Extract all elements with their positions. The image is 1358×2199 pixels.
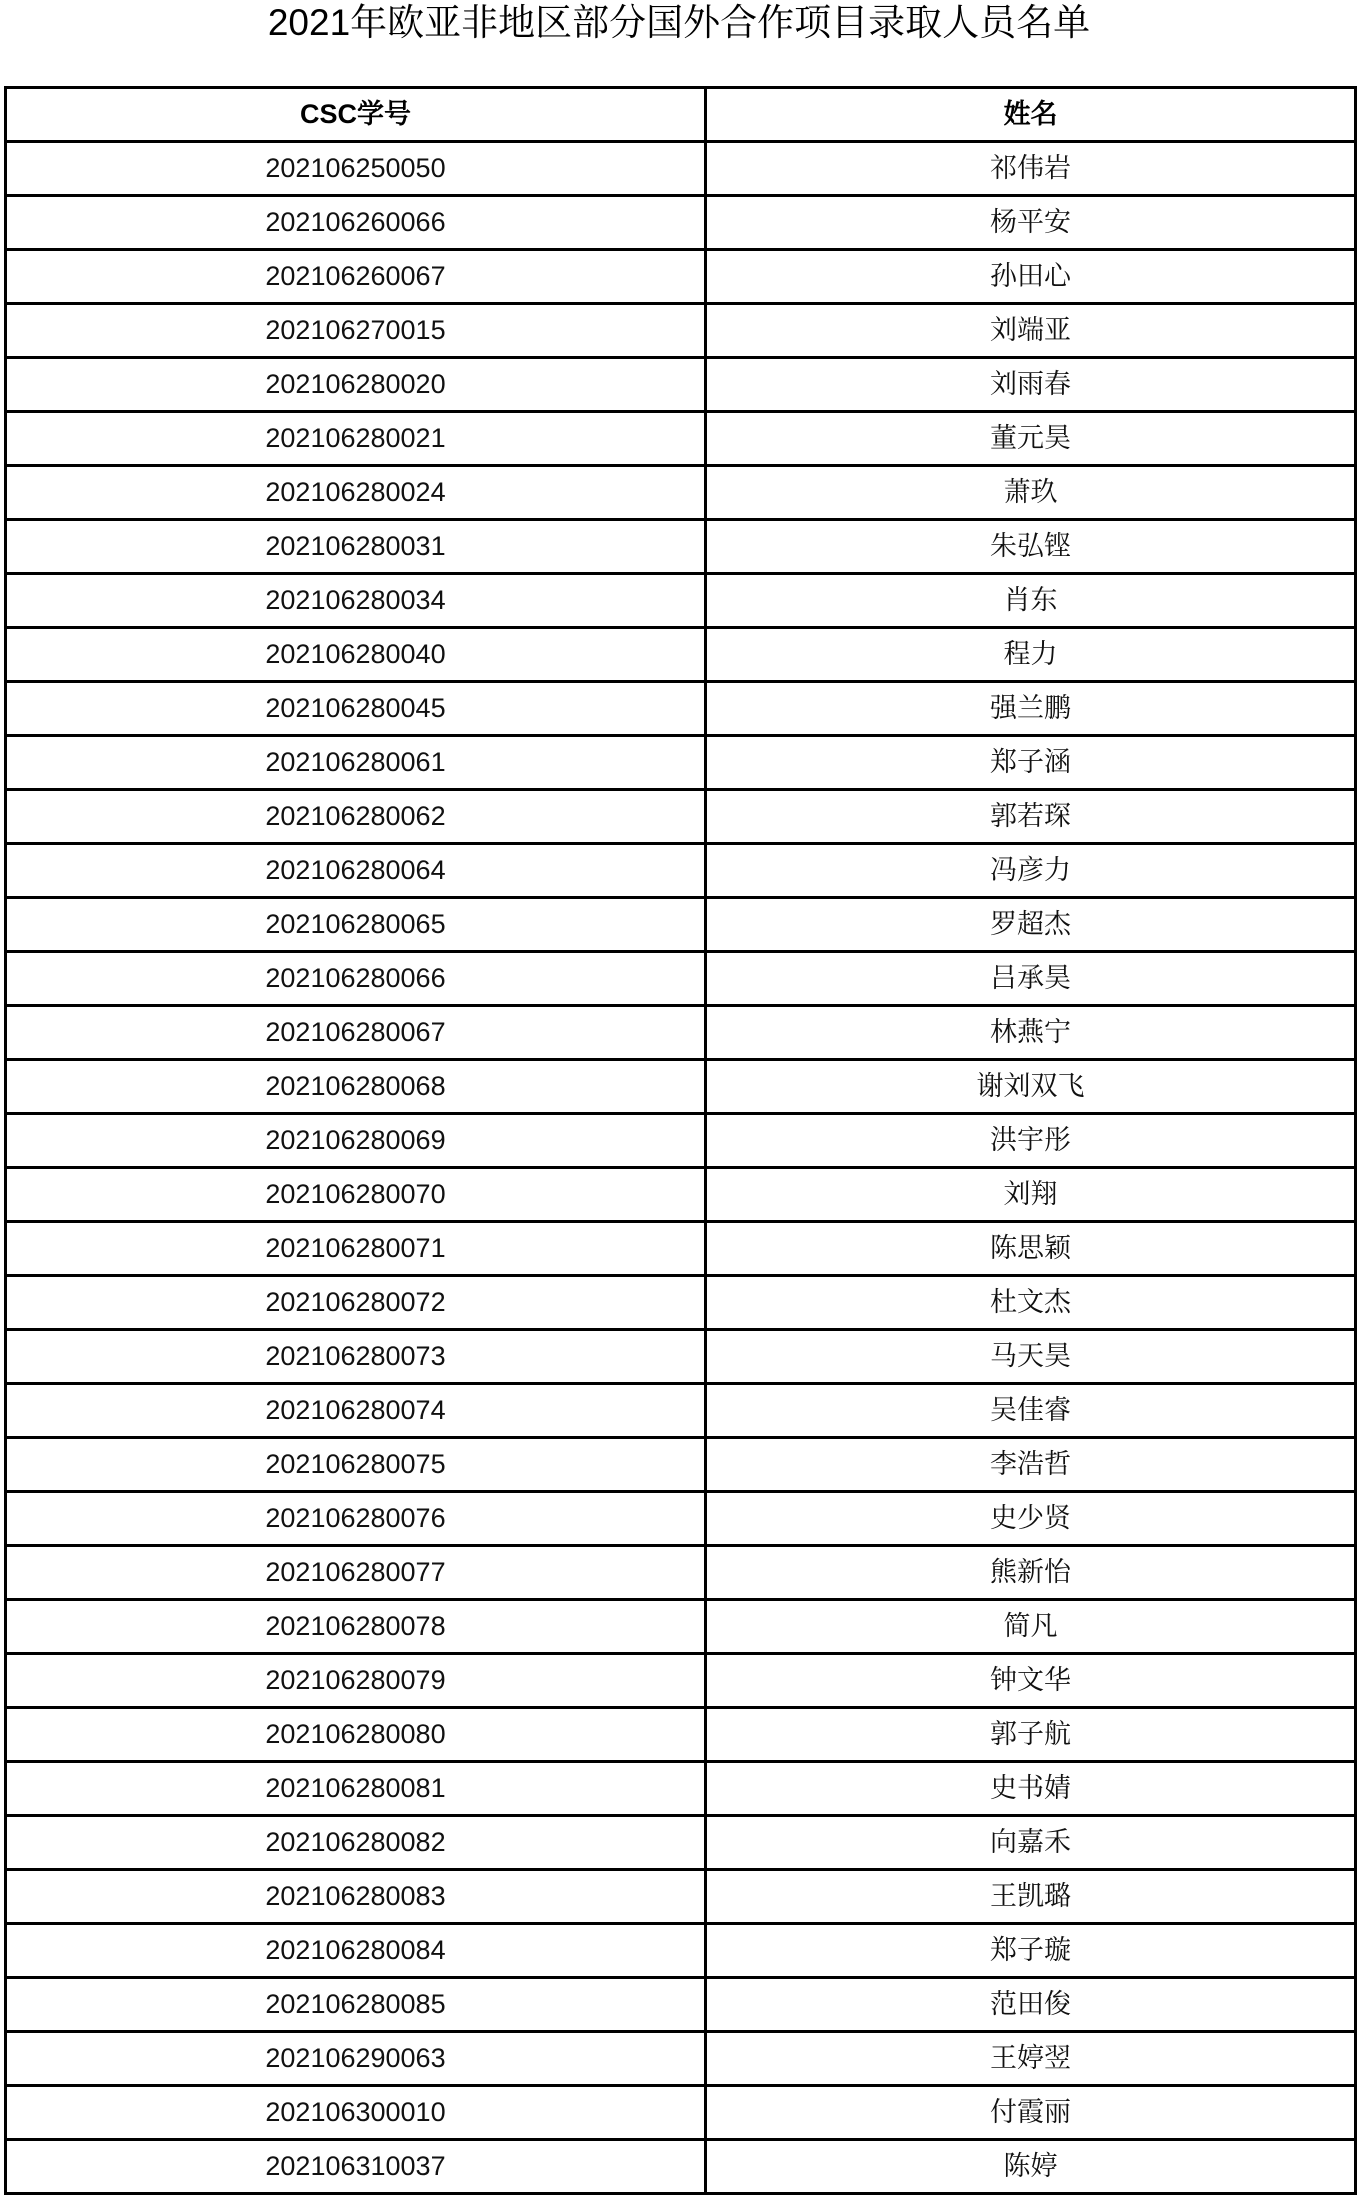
table-row bbox=[6, 520, 1356, 574]
csc-id-cell: 202106280071 bbox=[6, 1222, 706, 1276]
name-cell: 郑子涵 bbox=[706, 736, 1356, 790]
table-row bbox=[6, 1762, 1356, 1816]
table-row bbox=[6, 2086, 1356, 2140]
table-row bbox=[6, 682, 1356, 736]
column-header-name: 姓名 bbox=[706, 88, 1356, 142]
name-cell: 范田俊 bbox=[706, 1978, 1356, 2032]
table-row bbox=[6, 1870, 1356, 1924]
table-row bbox=[6, 790, 1356, 844]
name-cell: 强兰鹏 bbox=[706, 682, 1356, 736]
table-row bbox=[6, 250, 1356, 304]
name-cell: 刘端亚 bbox=[706, 304, 1356, 358]
table-row bbox=[6, 1708, 1356, 1762]
table-row bbox=[6, 412, 1356, 466]
table-row bbox=[6, 1924, 1356, 1978]
name-cell: 简凡 bbox=[706, 1600, 1356, 1654]
table-row bbox=[6, 1168, 1356, 1222]
table-row bbox=[6, 844, 1356, 898]
table-row bbox=[6, 1060, 1356, 1114]
name-cell: 林燕宁 bbox=[706, 1006, 1356, 1060]
csc-id-cell: 202106260067 bbox=[6, 250, 706, 304]
table-row bbox=[6, 1600, 1356, 1654]
csc-id-cell: 202106250050 bbox=[6, 142, 706, 196]
table-row bbox=[6, 142, 1356, 196]
csc-id-cell: 202106280062 bbox=[6, 790, 706, 844]
name-cell: 陈思颖 bbox=[706, 1222, 1356, 1276]
csc-id-cell: 202106280081 bbox=[6, 1762, 706, 1816]
name-cell: 王凯璐 bbox=[706, 1870, 1356, 1924]
table-row bbox=[6, 628, 1356, 682]
table-row bbox=[6, 196, 1356, 250]
csc-id-cell: 202106310037 bbox=[6, 2140, 706, 2194]
table-row bbox=[6, 1114, 1356, 1168]
name-cell: 杨平安 bbox=[706, 196, 1356, 250]
csc-id-cell: 202106280045 bbox=[6, 682, 706, 736]
admission-table bbox=[4, 86, 1357, 2195]
table-row bbox=[6, 358, 1356, 412]
name-cell: 肖东 bbox=[706, 574, 1356, 628]
table-header bbox=[6, 88, 1356, 142]
name-cell: 李浩哲 bbox=[706, 1438, 1356, 1492]
csc-id-cell: 202106280066 bbox=[6, 952, 706, 1006]
name-cell: 向嘉禾 bbox=[706, 1816, 1356, 1870]
name-cell: 付霞丽 bbox=[706, 2086, 1356, 2140]
table-row bbox=[6, 1978, 1356, 2032]
csc-id-cell: 202106280074 bbox=[6, 1384, 706, 1438]
name-cell: 吕承昊 bbox=[706, 952, 1356, 1006]
csc-id-cell: 202106280083 bbox=[6, 1870, 706, 1924]
csc-id-cell: 202106280068 bbox=[6, 1060, 706, 1114]
name-cell: 孙田心 bbox=[706, 250, 1356, 304]
name-cell: 郭子航 bbox=[706, 1708, 1356, 1762]
name-cell: 郑子璇 bbox=[706, 1924, 1356, 1978]
table-row bbox=[6, 1438, 1356, 1492]
table-row bbox=[6, 898, 1356, 952]
name-cell: 谢刘双飞 bbox=[706, 1060, 1356, 1114]
table-row bbox=[6, 1006, 1356, 1060]
header-row bbox=[6, 88, 1356, 142]
csc-id-cell: 202106280075 bbox=[6, 1438, 706, 1492]
csc-id-cell: 202106280061 bbox=[6, 736, 706, 790]
name-cell: 杜文杰 bbox=[706, 1276, 1356, 1330]
csc-id-cell: 202106280085 bbox=[6, 1978, 706, 2032]
csc-id-cell: 202106280064 bbox=[6, 844, 706, 898]
name-cell: 刘翔 bbox=[706, 1168, 1356, 1222]
name-cell: 罗超杰 bbox=[706, 898, 1356, 952]
csc-id-cell: 202106280031 bbox=[6, 520, 706, 574]
csc-id-cell: 202106280024 bbox=[6, 466, 706, 520]
csc-id-cell: 202106280070 bbox=[6, 1168, 706, 1222]
csc-id-cell: 202106280065 bbox=[6, 898, 706, 952]
name-cell: 洪宇彤 bbox=[706, 1114, 1356, 1168]
name-cell: 刘雨春 bbox=[706, 358, 1356, 412]
column-header-csc-id: CSC学号 bbox=[6, 88, 706, 142]
name-cell: 马天昊 bbox=[706, 1330, 1356, 1384]
name-cell: 吴佳睿 bbox=[706, 1384, 1356, 1438]
name-cell: 程力 bbox=[706, 628, 1356, 682]
name-cell: 熊新怡 bbox=[706, 1546, 1356, 1600]
table-row bbox=[6, 574, 1356, 628]
name-cell: 萧玖 bbox=[706, 466, 1356, 520]
table-row bbox=[6, 736, 1356, 790]
table-row bbox=[6, 1276, 1356, 1330]
csc-id-cell: 202106280021 bbox=[6, 412, 706, 466]
name-cell: 陈婷 bbox=[706, 2140, 1356, 2194]
csc-id-cell: 202106280084 bbox=[6, 1924, 706, 1978]
name-cell: 王婷翌 bbox=[706, 2032, 1356, 2086]
table-row bbox=[6, 1546, 1356, 1600]
csc-id-cell: 202106270015 bbox=[6, 304, 706, 358]
table-row bbox=[6, 466, 1356, 520]
name-cell: 冯彦力 bbox=[706, 844, 1356, 898]
name-cell: 史少贤 bbox=[706, 1492, 1356, 1546]
csc-id-cell: 202106280076 bbox=[6, 1492, 706, 1546]
table-row bbox=[6, 1492, 1356, 1546]
name-cell: 钟文华 bbox=[706, 1654, 1356, 1708]
name-cell: 董元昊 bbox=[706, 412, 1356, 466]
name-cell: 祁伟岩 bbox=[706, 142, 1356, 196]
table-row bbox=[6, 1222, 1356, 1276]
csc-id-cell: 202106300010 bbox=[6, 2086, 706, 2140]
csc-id-cell: 202106280080 bbox=[6, 1708, 706, 1762]
csc-id-cell: 202106280072 bbox=[6, 1276, 706, 1330]
table-row bbox=[6, 304, 1356, 358]
csc-id-cell: 202106280082 bbox=[6, 1816, 706, 1870]
csc-id-cell: 202106280077 bbox=[6, 1546, 706, 1600]
table-row bbox=[6, 1654, 1356, 1708]
table-row bbox=[6, 2032, 1356, 2086]
table-body bbox=[6, 142, 1356, 2194]
table-row bbox=[6, 1384, 1356, 1438]
name-cell: 郭若琛 bbox=[706, 790, 1356, 844]
table-row bbox=[6, 2140, 1356, 2194]
name-cell: 史书婧 bbox=[706, 1762, 1356, 1816]
csc-id-cell: 202106280034 bbox=[6, 574, 706, 628]
csc-id-cell: 202106280073 bbox=[6, 1330, 706, 1384]
csc-id-cell: 202106280067 bbox=[6, 1006, 706, 1060]
csc-id-cell: 202106280069 bbox=[6, 1114, 706, 1168]
csc-id-cell: 202106290063 bbox=[6, 2032, 706, 2086]
table-row bbox=[6, 1330, 1356, 1384]
table-row bbox=[6, 952, 1356, 1006]
page-title: 2021年欧亚非地区部分国外合作项目录取人员名单 bbox=[267, 2, 1091, 43]
table-row bbox=[6, 1816, 1356, 1870]
csc-id-cell: 202106280020 bbox=[6, 358, 706, 412]
csc-id-cell: 202106280040 bbox=[6, 628, 706, 682]
csc-id-cell: 202106280079 bbox=[6, 1654, 706, 1708]
csc-id-cell: 202106260066 bbox=[6, 196, 706, 250]
name-cell: 朱弘铿 bbox=[706, 520, 1356, 574]
csc-id-cell: 202106280078 bbox=[6, 1600, 706, 1654]
